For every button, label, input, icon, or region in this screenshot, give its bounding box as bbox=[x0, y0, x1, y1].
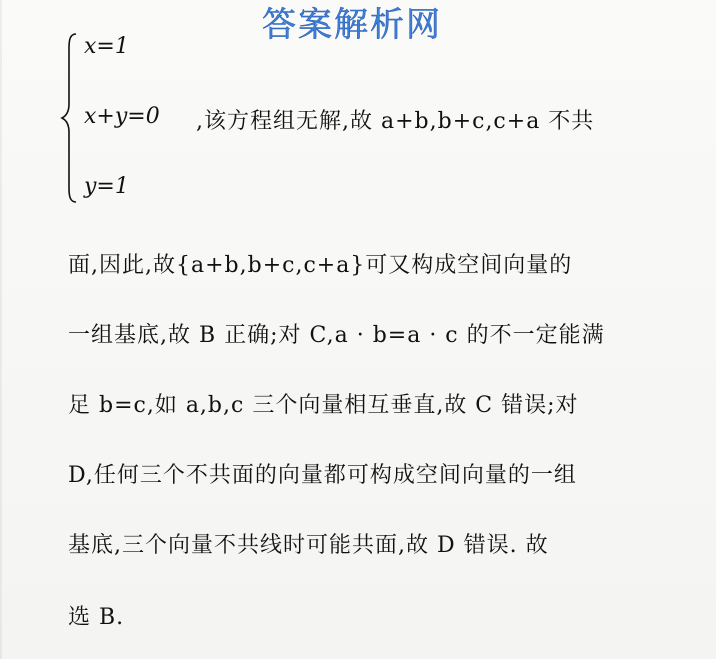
text-line-4: D,任何三个不共面的向量都可构成空间向量的一组 bbox=[68, 463, 577, 488]
text-line-0: ,该方程组无解,故 a+b,b+c,c+a 不共 bbox=[196, 109, 595, 134]
equation-y: y=1 bbox=[84, 174, 129, 199]
text-line-6: 选 B. bbox=[68, 605, 125, 630]
equation-x: x=1 bbox=[84, 34, 129, 59]
left-brace-icon bbox=[60, 32, 80, 204]
text-line-5: 基底,三个向量不共线时可能共面,故 D 错误. 故 bbox=[68, 533, 549, 558]
text-line-3: 足 b=c,如 a,b,c 三个向量相互垂直,故 C 错误;对 bbox=[68, 393, 579, 418]
equation-x-plus-y: x+y=0 bbox=[84, 104, 160, 129]
page-edge bbox=[0, 0, 2, 659]
text-line-2: 一组基底,故 B 正确;对 C,a · b=a · c 的不一定能满 bbox=[68, 323, 605, 348]
watermark-logo: 答案解析网 bbox=[262, 5, 442, 45]
text-line-1: 面,因此,故{a+b,b+c,c+a}可又构成空间向量的 bbox=[68, 253, 573, 278]
